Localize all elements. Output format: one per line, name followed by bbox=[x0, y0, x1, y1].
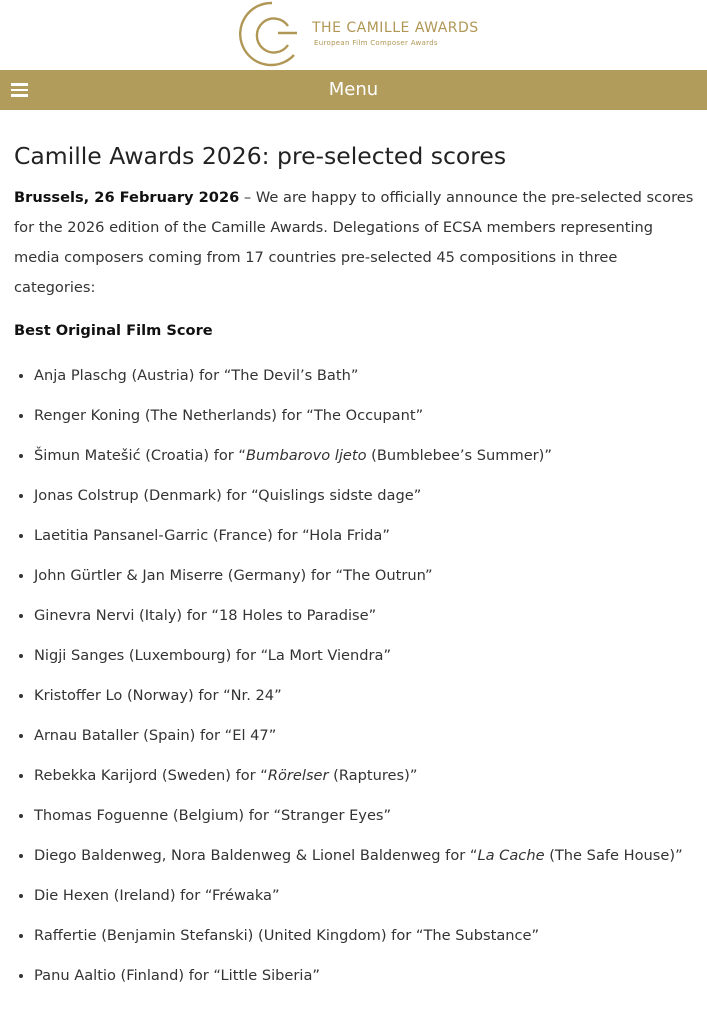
menu-label[interactable]: Menu bbox=[328, 79, 379, 100]
site-logo[interactable] bbox=[232, 0, 482, 68]
list-item: • Raffertie (Benjamin Stefanski) (United Kingdom) for “The Substance” bbox=[34, 926, 694, 946]
list-item: • Thomas Foguenne (Belgium) for “Stranger Eyes” bbox=[34, 806, 694, 826]
list-item: • Arnau Bataller (Spain) for “El 47” bbox=[34, 726, 694, 746]
list-item: • Panu Aaltio (Finland) for “Little Siberia” bbox=[34, 966, 694, 986]
list-item: • Anja Plaschg (Austria) for “The Devil’s Bath” bbox=[34, 366, 694, 386]
camille-logo-mark-icon bbox=[232, 0, 304, 68]
list-item: • Ginevra Nervi (Italy) for “18 Holes to Paradise” bbox=[34, 606, 694, 626]
list-item: • Laetitia Pansanel-Garric (France) for “Hola Frida” bbox=[34, 526, 694, 546]
article-title: Camille Awards 2026: pre-selected scores bbox=[14, 142, 507, 170]
list-item: • Renger Koning (The Netherlands) for “The Occupant” bbox=[34, 406, 694, 426]
list-item: • Die Hexen (Ireland) for “Fréwaka” bbox=[34, 886, 694, 906]
list-item: • Diego Baldenweg, Nora Baldenweg & Lionel Baldenweg for “La Cache (The Safe House)” bbox=[34, 846, 694, 866]
category-title: Best Original Film Score bbox=[14, 322, 213, 339]
list-item: • John Gürtler & Jan Miserre (Germany) for “The Outrun” bbox=[34, 566, 694, 586]
list-item: • Nigji Sanges (Luxembourg) for “La Mort Viendra” bbox=[34, 646, 694, 666]
site-header bbox=[0, 0, 707, 70]
article-content bbox=[14, 110, 694, 1006]
dateline: Brussels, 26 February 2026 bbox=[14, 189, 240, 206]
intro-text: – We are happy to officially announce the pre-selected scores for the 2026 edition of the Camille Awards. Delegations of ECSA members representing media composers coming from 17 countries pre-selected 45 compositions in three categories: bbox=[14, 189, 694, 296]
list-item: • Šimun Matešić (Croatia) for “Bumbarovo ljeto (Bumblebee’s Summer)” bbox=[34, 446, 694, 466]
menu-bar[interactable] bbox=[0, 70, 707, 110]
list-item: • Rebekka Karijord (Sweden) for “Rörelser (Raptures)” bbox=[34, 766, 694, 786]
list-item: • Kristoffer Lo (Norway) for “Nr. 24” bbox=[34, 686, 694, 706]
logo-subtitle: European Film Composer Awards bbox=[314, 39, 438, 47]
nominee-list bbox=[14, 366, 694, 986]
article-intro bbox=[14, 183, 694, 303]
logo-title: THE CAMILLE AWARDS bbox=[312, 20, 479, 36]
list-item: • Jonas Colstrup (Denmark) for “Quislings sidste dage” bbox=[34, 486, 694, 506]
